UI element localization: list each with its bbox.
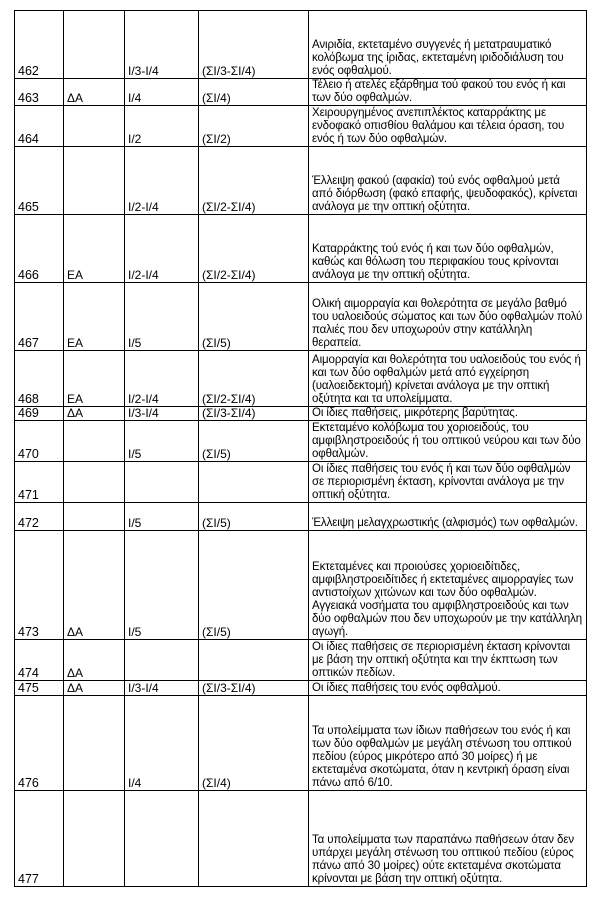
row-description: Χειρουργημένος ανεπιπλέκτος καταρράκτης με ενδοφακό οπισθίου θαλάμου και τέλεια όραση, του ενός ή των δύο οφθαλμών. <box>309 106 587 147</box>
row-code <box>64 147 125 215</box>
row-code <box>64 106 125 147</box>
table-body <box>15 11 587 887</box>
row-code: ΔΑ <box>64 407 125 421</box>
row-description: Οι ίδιες παθήσεις του ενός ή και των δύο οφθαλμών σε περιορισμένη έκταση, κρίνονται ανάλογα με την οπτική οξύτητα. <box>309 462 587 503</box>
row-percentage-alt <box>199 640 309 681</box>
row-description: Οι ίδιες παθήσεις σε περιορισμένη έκταση κρίνονται με βάση την οπτική οξύτητα και την έκπτωση των οπτικών πεδίων. <box>309 640 587 681</box>
row-code: ΔΑ <box>64 79 125 106</box>
row-percentage-alt: (ΣΙ/2) <box>199 106 309 147</box>
row-code: ΔΑ <box>64 681 125 696</box>
row-percentage-alt: (ΣΙ/3-ΣΙ/4) <box>199 11 309 79</box>
table-row <box>15 696 587 791</box>
row-percentage: Ι/3-Ι/4 <box>125 407 199 421</box>
row-percentage: Ι/3-Ι/4 <box>125 681 199 696</box>
table-row <box>15 407 587 421</box>
row-percentage-alt: (ΣΙ/5) <box>199 503 309 531</box>
row-number: 468 <box>15 351 64 407</box>
row-number: 474 <box>15 640 64 681</box>
row-percentage: Ι/2-Ι/4 <box>125 147 199 215</box>
row-code: ΕΑ <box>64 283 125 351</box>
row-number: 475 <box>15 681 64 696</box>
row-code: ΔΑ <box>64 640 125 681</box>
disability-table <box>14 10 587 887</box>
row-number: 467 <box>15 283 64 351</box>
row-percentage: Ι/5 <box>125 503 199 531</box>
row-percentage-alt: (ΣΙ/2-ΣΙ/4) <box>199 351 309 407</box>
row-percentage-alt: (ΣΙ/4) <box>199 696 309 791</box>
row-number: 473 <box>15 531 64 640</box>
row-number: 466 <box>15 215 64 283</box>
row-percentage-alt: (ΣΙ/3-ΣΙ/4) <box>199 407 309 421</box>
row-percentage-alt: (ΣΙ/2-ΣΙ/4) <box>199 147 309 215</box>
row-percentage: Ι/5 <box>125 531 199 640</box>
row-number: 462 <box>15 11 64 79</box>
table-row <box>15 640 587 681</box>
row-description: Ολική αιμορραγία και θολερότητα σε μεγάλο βαθμό του υαλοειδούς σώματος και των δύο οφθαλμών πολύ παλιές που δεν υποχωρούν στην κατάλληλη θεραπεία. <box>309 283 587 351</box>
row-percentage: Ι/4 <box>125 79 199 106</box>
table-row <box>15 11 587 79</box>
row-code <box>64 791 125 887</box>
row-code <box>64 421 125 462</box>
table-row <box>15 351 587 407</box>
row-percentage-alt: (ΣΙ/5) <box>199 531 309 640</box>
row-description: Τέλειο ή ατελές εξάρθημα τού φακού του ενός ή και των δύο οφθαλμών. <box>309 79 587 106</box>
row-number: 470 <box>15 421 64 462</box>
table-row <box>15 531 587 640</box>
row-percentage-alt <box>199 462 309 503</box>
row-percentage-alt: (ΣΙ/4) <box>199 79 309 106</box>
row-percentage: Ι/5 <box>125 283 199 351</box>
row-percentage: Ι/3-Ι/4 <box>125 11 199 79</box>
row-code: ΔΑ <box>64 531 125 640</box>
table-row <box>15 79 587 106</box>
row-description: Οι ίδιες παθήσεις του ενός οφθαλμού. <box>309 681 587 696</box>
row-percentage-alt: (ΣΙ/3-ΣΙ/4) <box>199 681 309 696</box>
row-description: Έλλειψη φακού (αφακία) τού ενός οφθαλμού μετά από διόρθωση (φακό επαφής, ψευδοφακός), κρίνεται ανάλογα με την οπτική οξύτητα. <box>309 147 587 215</box>
row-code <box>64 696 125 791</box>
row-code <box>64 462 125 503</box>
table-row <box>15 681 587 696</box>
row-description: Αιμορραγία και θολερότητα του υαλοειδούς του ενός ή και των δύο οφθαλμών μετά από εγχείρηση (υαλοειδεκτομή) κρίνεται ανάλογα με την οπτική οξύτητα και τα υπολείμματα. <box>309 351 587 407</box>
row-percentage: Ι/2 <box>125 106 199 147</box>
row-code <box>64 11 125 79</box>
row-percentage-alt: (ΣΙ/5) <box>199 421 309 462</box>
row-percentage <box>125 791 199 887</box>
table-row <box>15 147 587 215</box>
row-description: Ανιριδία, εκτεταμένο συγγενές ή μετατραυματικό κολόβωμα της ίριδας, εκτεταμένη ιριδοδιάλυση του ενός οφθαλμού. <box>309 11 587 79</box>
row-number: 471 <box>15 462 64 503</box>
row-percentage: Ι/5 <box>125 421 199 462</box>
row-percentage-alt: (ΣΙ/5) <box>199 283 309 351</box>
row-number: 476 <box>15 696 64 791</box>
row-code <box>64 503 125 531</box>
row-percentage: Ι/2-Ι/4 <box>125 351 199 407</box>
table-row <box>15 106 587 147</box>
row-description: Εκτεταμένο κολόβωμα του χοριοειδούς, του αμφιβληστροειδούς ή του οπτικού νεύρου και των δύο οφθαλμών. <box>309 421 587 462</box>
row-percentage-alt: (ΣΙ/2-ΣΙ/4) <box>199 215 309 283</box>
table-row <box>15 283 587 351</box>
row-code: ΕΑ <box>64 215 125 283</box>
row-description: Οι ίδιες παθήσεις, μικρότερης βαρύτητας. <box>309 407 587 421</box>
row-code: ΕΑ <box>64 351 125 407</box>
row-description: Τα υπολείμματα των ίδιων παθήσεων του ενός ή και των δύο οφθαλμών με μεγάλη στένωση του οπτικού πεδίου (εύρος μικρότερο από 30 μοίρες) ή με εκτεταμένα σκοτώματα, όταν η κεντρική όραση είναι πάνω από 6/10. <box>309 696 587 791</box>
row-number: 477 <box>15 791 64 887</box>
row-percentage <box>125 640 199 681</box>
row-percentage <box>125 462 199 503</box>
row-number: 472 <box>15 503 64 531</box>
row-percentage: Ι/4 <box>125 696 199 791</box>
table-row <box>15 503 587 531</box>
row-number: 463 <box>15 79 64 106</box>
row-description: Έλλειψη μελαγχρωστικής (αλφισμός) των οφθαλμών. <box>309 503 587 531</box>
row-number: 465 <box>15 147 64 215</box>
row-description: Καταρράκτης τού ενός ή και των δύο οφθαλμών, καθώς και θόλωση του περιφακίου τους κρίνονται ανάλογα με την οπτική οξύτητα. <box>309 215 587 283</box>
row-percentage-alt <box>199 791 309 887</box>
row-number: 469 <box>15 407 64 421</box>
table-row <box>15 791 587 887</box>
row-description: Τα υπολείμματα των παραπάνω παθήσεων όταν δεν υπάρχει μεγάλη στένωση του οπτικού πεδίου (εύρος πάνω από 30 μοίρες) ούτε εκτεταμένα σκοτώματα κρίνονται με βάση την οπτική οξύτητα. <box>309 791 587 887</box>
row-number: 464 <box>15 106 64 147</box>
table-row <box>15 215 587 283</box>
table-row <box>15 421 587 462</box>
row-description: Εκτεταμένες και προιούσες χοριοειδίτιδες, αμφιβληστροειδίτιδες ή εκτεταμένες αιμορραγίες των αντιστοίχων χιτώνων και των δύο οφθαλμών. Αγγειακά νοσήματα του αμφιβληστροειδούς και των δύο οφθαλμών που δεν υποχωρούν με την κατάλληλη αγωγή. <box>309 531 587 640</box>
row-percentage: Ι/2-Ι/4 <box>125 215 199 283</box>
table-row <box>15 462 587 503</box>
